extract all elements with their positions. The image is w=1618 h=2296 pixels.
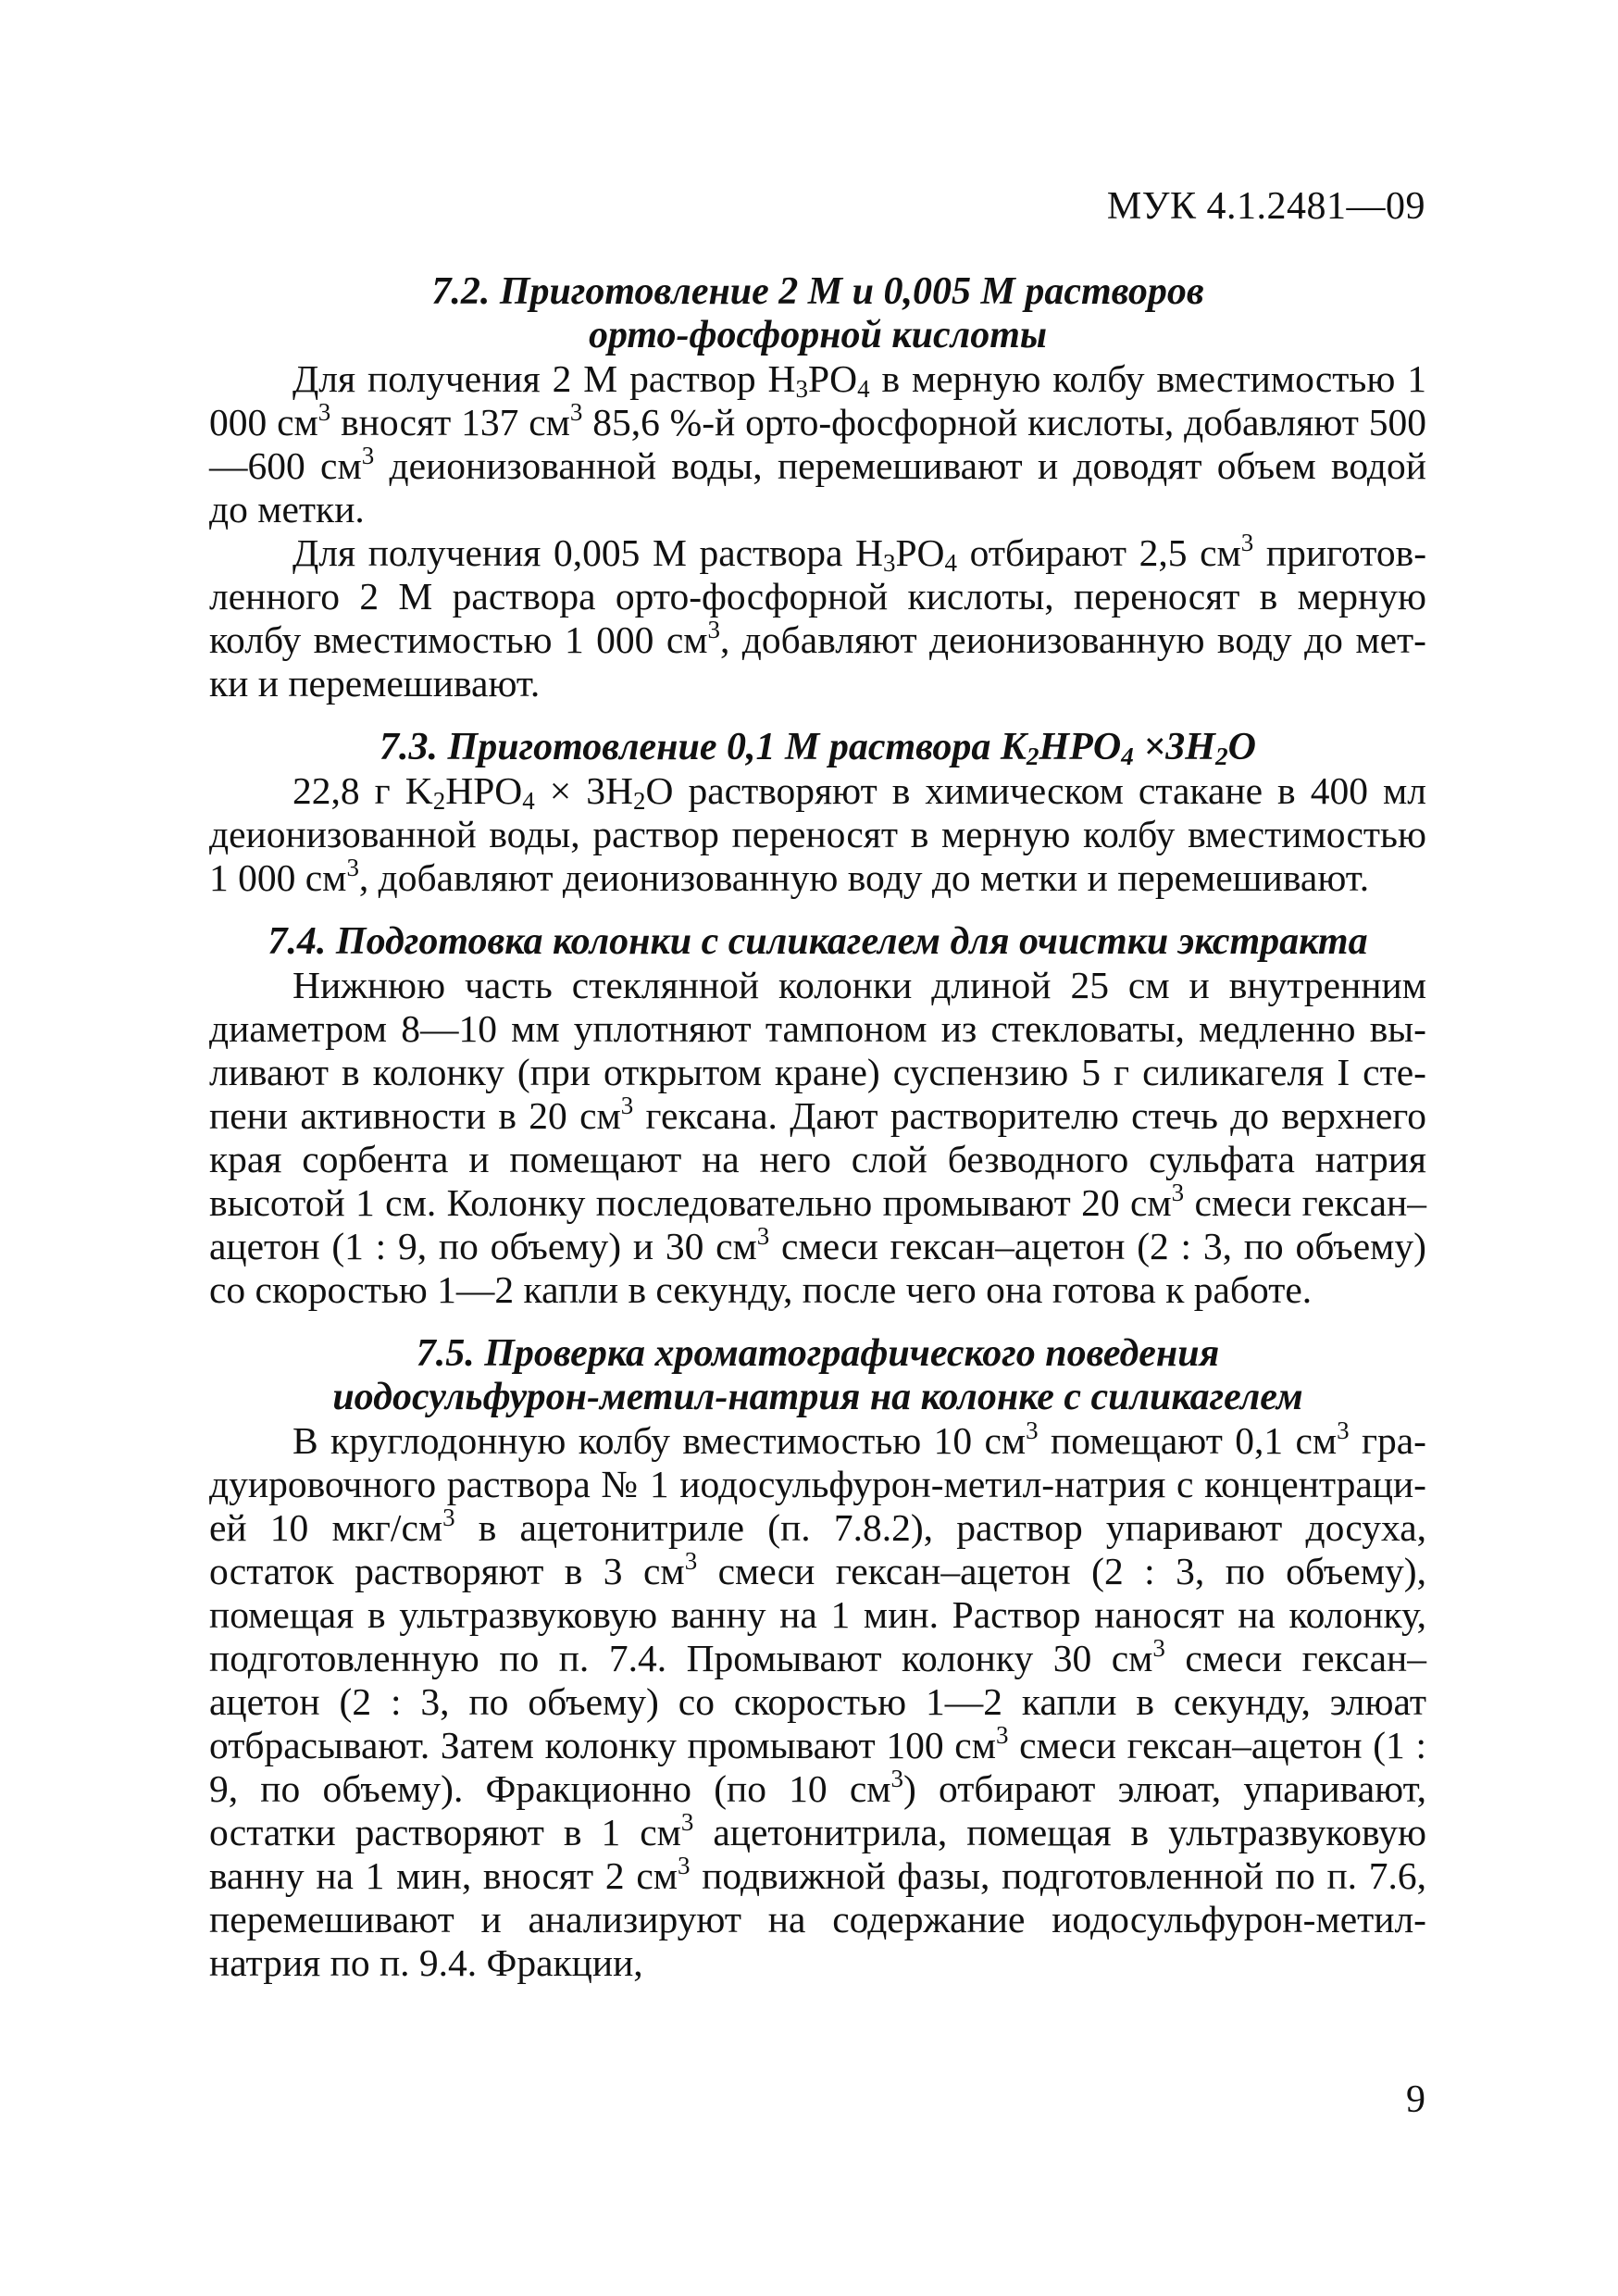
section-7-4-heading: 7.4. Подготовка колонки с силикагелем для очистки экстракта — [268, 920, 1368, 963]
text-run: смеси гексан–ацетон (2 : 3, по объему) со скоростью 1—2 капли в секунду, элюат отбрасывают. Затем колонку промывают 100 см — [209, 1637, 1426, 1766]
text-run: ) отбирают элюат, упаривают, остатки растворяют в 1 см — [209, 1767, 1426, 1853]
section-7-2-heading-line1: 7.2. Приготовление 2 М и 0,005 М растворов — [431, 270, 1204, 313]
subscript: 4 — [944, 548, 958, 577]
section-7-5-paragraph-1 — [209, 1416, 1427, 1985]
subscript: 3 — [795, 374, 808, 403]
section-7-5-heading-line2: иодосульфурон-метил-натрия на колонке с силикагелем — [332, 1376, 1303, 1418]
section-7-2-paragraph-2 — [209, 528, 1427, 705]
page-content — [209, 270, 1426, 1985]
superscript: 3 — [707, 615, 720, 643]
text-run: отбирают 2,5 см — [957, 531, 1241, 574]
section-7-4-paragraph-1 — [209, 964, 1426, 1312]
subscript: 3 — [882, 548, 896, 577]
superscript: 3 — [620, 1091, 634, 1119]
section-7-2-paragraph-1 — [209, 357, 1426, 531]
superscript: 3 — [1171, 1178, 1185, 1206]
superscript: 3 — [678, 1851, 691, 1879]
text-run: Нижнюю часть стеклянной колонки длиной 25 см и внутренним диаметром 8—10 мм уплотняют тампоном из стекловаты, медленно выливают в колонку (при открытом кране) суспензию 5 г силикагеля I степени активности в 20 см — [209, 964, 1426, 1137]
subscript: 2 — [1026, 742, 1039, 770]
superscript: 3 — [756, 1221, 770, 1250]
section-7-3-heading — [209, 726, 1426, 769]
text-run: 85,6 %-й орто-фосфорной кислоты, добавляют 500—600 см — [209, 401, 1426, 487]
text-run: , добавляют деионизованную воду до метки и перемешивают. — [209, 618, 1426, 705]
superscript: 3 — [1152, 1633, 1165, 1662]
text-run: HPO — [1039, 726, 1122, 768]
superscript: 3 — [361, 441, 375, 469]
text-run: деионизованной воды, перемешивают и доводят объем водой до метки. — [209, 444, 1426, 530]
section-7-2-heading — [209, 270, 1426, 357]
superscript: 3 — [680, 1807, 694, 1836]
superscript: 3 — [995, 1720, 1009, 1749]
text-run: Для получения 2 М раствор H — [292, 357, 796, 400]
text-run: 7.3. Приготовление 0,1 М раствора K — [380, 726, 1027, 768]
text-run: смеси гексан–ацетон (2 : 3, по объему), помещая в ультразвуковую ванну на 1 мин. Раствор наносят на колонку, подготовленную по п. 7.4. Промывают колонку 30 см — [209, 1550, 1427, 1679]
section-7-2-heading-line2: орто-фосфорной кислоты — [588, 314, 1048, 356]
superscript: 3 — [890, 1764, 904, 1792]
text-run: в ацетонитриле (п. 7.8.2), раствор упаривают досуха, остаток растворяют в 3 см — [209, 1506, 1426, 1592]
subscript: 4 — [1121, 742, 1134, 770]
text-run: 22,8 г K — [292, 769, 433, 812]
text-run: гексана. Дают растворителю стечь до верхнего края сорбента и помещают на него слой безводного сульфата натрия высотой 1 см. Колонку последовательно промывают 20 см — [209, 1094, 1426, 1224]
subscript: 2 — [432, 786, 446, 815]
subscript: 2 — [632, 786, 646, 815]
superscript: 3 — [442, 1503, 455, 1531]
subscript: 4 — [857, 374, 870, 403]
section-7-3-paragraph-1 — [209, 769, 1426, 900]
text-run: градуировочного раствора № 1 иодосульфурон-метил-натрия с концентрацией 10 мкг/см — [209, 1419, 1426, 1549]
superscript: 3 — [684, 1546, 698, 1575]
text-run: , добавляют деионизованную воду до метки и перемешивают. — [358, 856, 1370, 899]
text-run: смеси гексан–ацетон (2 : 3, по объему) со скоростью 1—2 капли в секунду, после чего она готова к работе. — [209, 1225, 1426, 1311]
subscript: 2 — [1214, 742, 1228, 770]
section-7-5-heading — [209, 1332, 1426, 1419]
superscript: 3 — [346, 853, 359, 881]
superscript: 3 — [1240, 528, 1254, 556]
text-run: ацетонитрила, помещая в ультразвуковую ванну на 1 мин, вносят 2 см — [209, 1811, 1426, 1897]
text-run: O — [1227, 726, 1256, 768]
text-run: приготовленного 2 М раствора орто-фосфорной кислоты, переносят в мерную колбу вместимостью 1 000 см — [209, 531, 1427, 661]
text-run: помещают 0,1 см — [1038, 1419, 1338, 1462]
text-run: смеси гексан–ацетон (1 : 9, по объему). Фракционно (по 10 см — [209, 1724, 1427, 1810]
text-run: ×3H — [1133, 726, 1215, 768]
text-run: O растворяют в химическом стакане в 400 мл деионизованной воды, раствор переносят в мерную колбу вместимостью 1 000 см — [209, 769, 1426, 899]
subscript: 4 — [522, 786, 535, 815]
superscript: 3 — [1337, 1416, 1350, 1444]
text-run: × 3H — [534, 769, 633, 812]
text-run: в мерную колбу вместимостью 1 000 см — [209, 357, 1427, 443]
text-run: подвижной фазы, подготовленной по п. 7.6, перемешивают и анализируют на содержание иодосульфурон-метил-натрия по п. 9.4. Фракции, — [209, 1854, 1426, 1984]
page-number: 9 — [1406, 2078, 1425, 2121]
text-run: вносят 137 см — [330, 401, 570, 443]
text-run: смеси гексан–ацетон (1 : 9, по объему) и 30 см — [209, 1181, 1426, 1267]
text-run: В круглодонную колбу вместимостью 10 см — [292, 1419, 1027, 1462]
superscript: 3 — [569, 397, 583, 426]
superscript: 3 — [317, 397, 331, 426]
running-header: МУК 4.1.2481—09 — [1106, 185, 1425, 228]
text-run: HPO — [445, 769, 523, 812]
text-run: PO — [895, 531, 945, 574]
text-run: Для получения 0,005 М раствора H — [292, 531, 883, 574]
text-run: PO — [808, 357, 858, 400]
section-7-5-heading-line1: 7.5. Проверка хроматографического поведения — [416, 1332, 1220, 1375]
superscript: 3 — [1026, 1416, 1039, 1444]
